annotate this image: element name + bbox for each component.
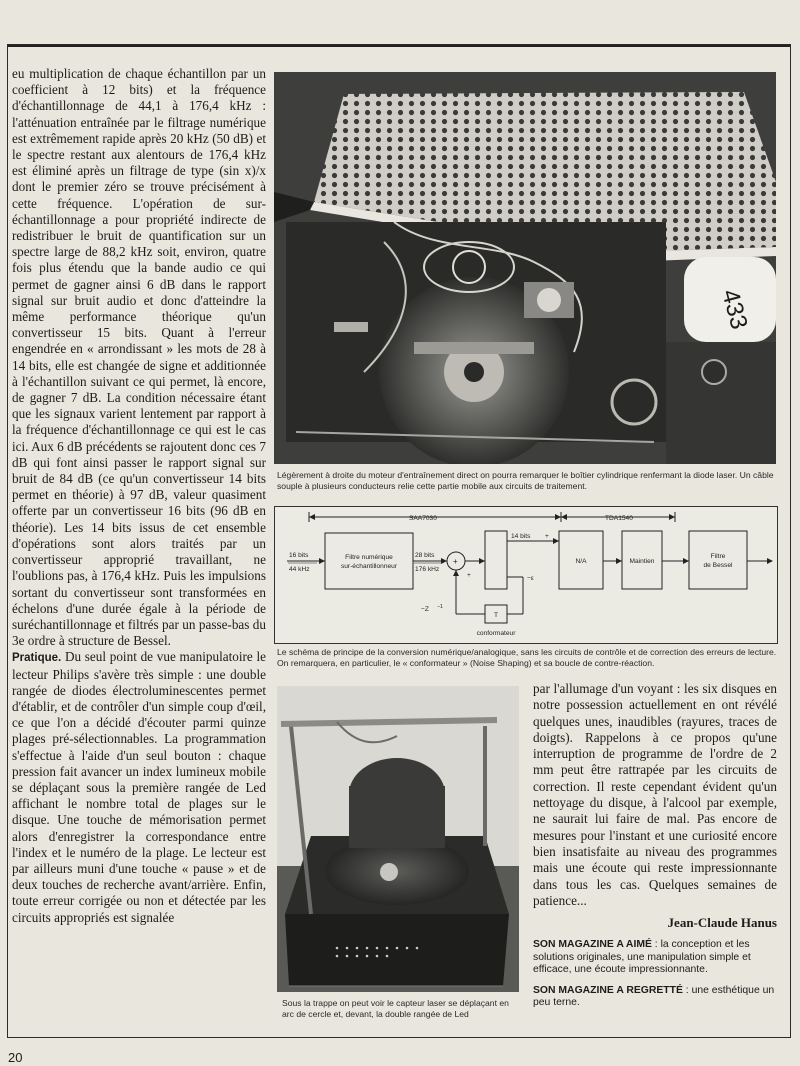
error-label: −ε [527, 575, 534, 582]
chip-label-saa7030: SAA7030 [409, 515, 437, 522]
right-text-column [533, 681, 777, 1010]
diagram-caption: Le schéma de principe de la conversion numérique/analogique, sans les circuits de contrôle et de correction des erreurs de lecture. On remarquera, en particulier, le « conformateur » (Noise Shaping) et sa boucle de contre-réaction. [277, 647, 777, 668]
conversion-block-diagram [274, 506, 778, 644]
hold-label: Maintien [629, 558, 655, 565]
chip-label-tda1540: TDA1540 [605, 515, 633, 522]
liked-text: : la conception et les solutions originales, une manipulation simple et efficace, une écoute impressionnante. [533, 939, 751, 976]
input-rate-label: 44 kHz [289, 566, 310, 573]
diagram-svg [275, 507, 777, 643]
disliked-text: : une esthétique un peu terne. [533, 984, 775, 1009]
body-paragraph [12, 649, 266, 925]
plus-label: + [467, 572, 471, 579]
feedback-exponent: −1 [437, 604, 443, 610]
plus-label: + [545, 533, 549, 540]
cd-mechanism-illustration [274, 72, 776, 464]
shaper-label: conformateur [476, 630, 516, 637]
body-paragraph: par l'allumage d'un voyant : les six disques en notre possession actuellement en ont révélé quelques unes, inaudibles (rayures, traces de doigts). Rappelons à ce propos qu'une interruption de programme de l'ordre de 2 mm peut être rattrapée par les circuits de correction. Il reste cependant évident qu'un nettoyage du disque, à l'alcool par exemple, ne saurait lui faire de mal. Pas encore de mesures pour l'instant et une curiosité encore bien insatisfaite au niveau des programmes mais une écoute qui reste impressionnante dans tous les cas. Quelques semaines de patience... [533, 681, 777, 908]
bessel-label: Filtre [710, 553, 726, 560]
photo-caption: Légèrement à droite du moteur d'entraînement direct on pourra remarquer le boîtier cylindrique renfermant la diode laser. Un câble souple à plusieurs conducteurs relie cette partie mobile aux circuits de traitement. [277, 470, 774, 491]
disliked-label: SON MAGAZINE A REGRETTÉ [533, 984, 683, 996]
delay-block-label: T [493, 612, 499, 619]
filter-label: sur-échantillonneur [340, 563, 398, 570]
summing-plus: + [453, 557, 458, 566]
page-number: 20 [8, 1050, 23, 1065]
dac-label: N/A [575, 558, 587, 565]
photo-cd-mechanism [274, 72, 776, 464]
liked-label: SON MAGAZINE A AIMÉ [533, 939, 652, 951]
output-bits-label: 14 bits [511, 533, 531, 540]
photo-caption: Sous la trappe on peut voir le capteur laser se déplaçant en arc de cercle et, devant, la double rangée de Led [282, 998, 509, 1019]
verdict-disliked [533, 985, 777, 1010]
mid-bits-label: 28 bits [415, 552, 435, 559]
filter-label: Filtre numérique [345, 554, 393, 561]
feedback-label: −Z [421, 606, 429, 613]
left-text-column [12, 66, 266, 926]
body-paragraph: eu multiplication de chaque échantillon par un coefficient à 12 bits) et la fréquence d'échantillonnage de 44,1 à 176,4 kHz : l'atténuation entraînée par le filtrage numérique est extrêmement rapide après 20 kHz (50 dB) et le spectre restant aux alentours de 176,4 kHz est éliminé après un filtrage de type (sin x)/x dont le premier zéro se trouve précisément à cette fréquence. L'opération de sur-échantillonnage a pour propriété indirecte de redistribuer le bruit de quantification sur un spectre large de 88,2 kHz soit, environ, quatre fois plus étendu que la bande audio ce qui permet de gagner ainsi 6 dB dans le rapport signal sur bruit audio et donc d'atteindre la même performance théorique qu'un convertisseur 15 bits. Quant à l'erreur engendrée en « arrondissant » les mots de 28 à 14 bits, elle est changée de signe et additionnée à l'échantillon suivant ce qui permet, là encore, de gagner 7 dB. La condition nécessaire étant que les signaux varient lentement par rapport à la fréquence d'échantillonnage ce qui est le cas ici. Aux 6 dB précédents se rajoutent donc ces 7 dB qui font ainsi passer le rapport signal sur bruit de 84 dB (ce qu'un convertisseur 14 bits permet en théorie) à 97 dB, valeur quasiment offerte par un convertisseur 16 bits (96 dB en théorie). Les 14 bits issus de cet ensemble d'opérations sont alors traités par un convertisseur approprié travaillant, ne l'oublions pas, à 176,4 kHz. Puis les impulsions sortant du convertisseur sont transformées en échelons d'une durée égale à la période de suréchantillonnage et filtrés par un passe-bas du 3e ordre à structure de Bessel. [12, 66, 266, 649]
bessel-label: de Bessel [703, 562, 733, 569]
photo-player-open [277, 686, 519, 992]
author-signature: Jean-Claude Hanus [667, 915, 777, 931]
verdict-liked [533, 939, 777, 977]
player-illustration [277, 686, 519, 992]
mid-rate-label: 176 kHz [415, 566, 440, 573]
handwritten-label: 433 [716, 286, 753, 333]
lead-in: Pratique. [12, 652, 62, 665]
input-bits-label: 16 bits [289, 552, 309, 559]
lead-paragraph: Du seul point de vue manipulatoire le lecteur Philips s'avère très simple : une double rangée de diodes électroluminescentes permet d'établir, et de contrôler d'un simple coup d'œil, ce que l'on a décidé d'écouter parmi quinze plages pré-sélectionnables. La programmation s'effectue à l'aide d'un seul bouton : chaque pression fait avancer un index lumineux mobile se déplaçant sous la première rangée de Led affichant le nombre total de plages sur le disque. Une touche de mémorisation permet alors d'enregistrer la correspondance entre l'index et le numéro de la plage. Le lecteur est par ailleurs muni d'une touche « pause » et de deux touches de recherche avant/arrière. Enfin, toute erreur corrigée ou non et détectée par les circuits appropriés est signalée [12, 649, 266, 925]
